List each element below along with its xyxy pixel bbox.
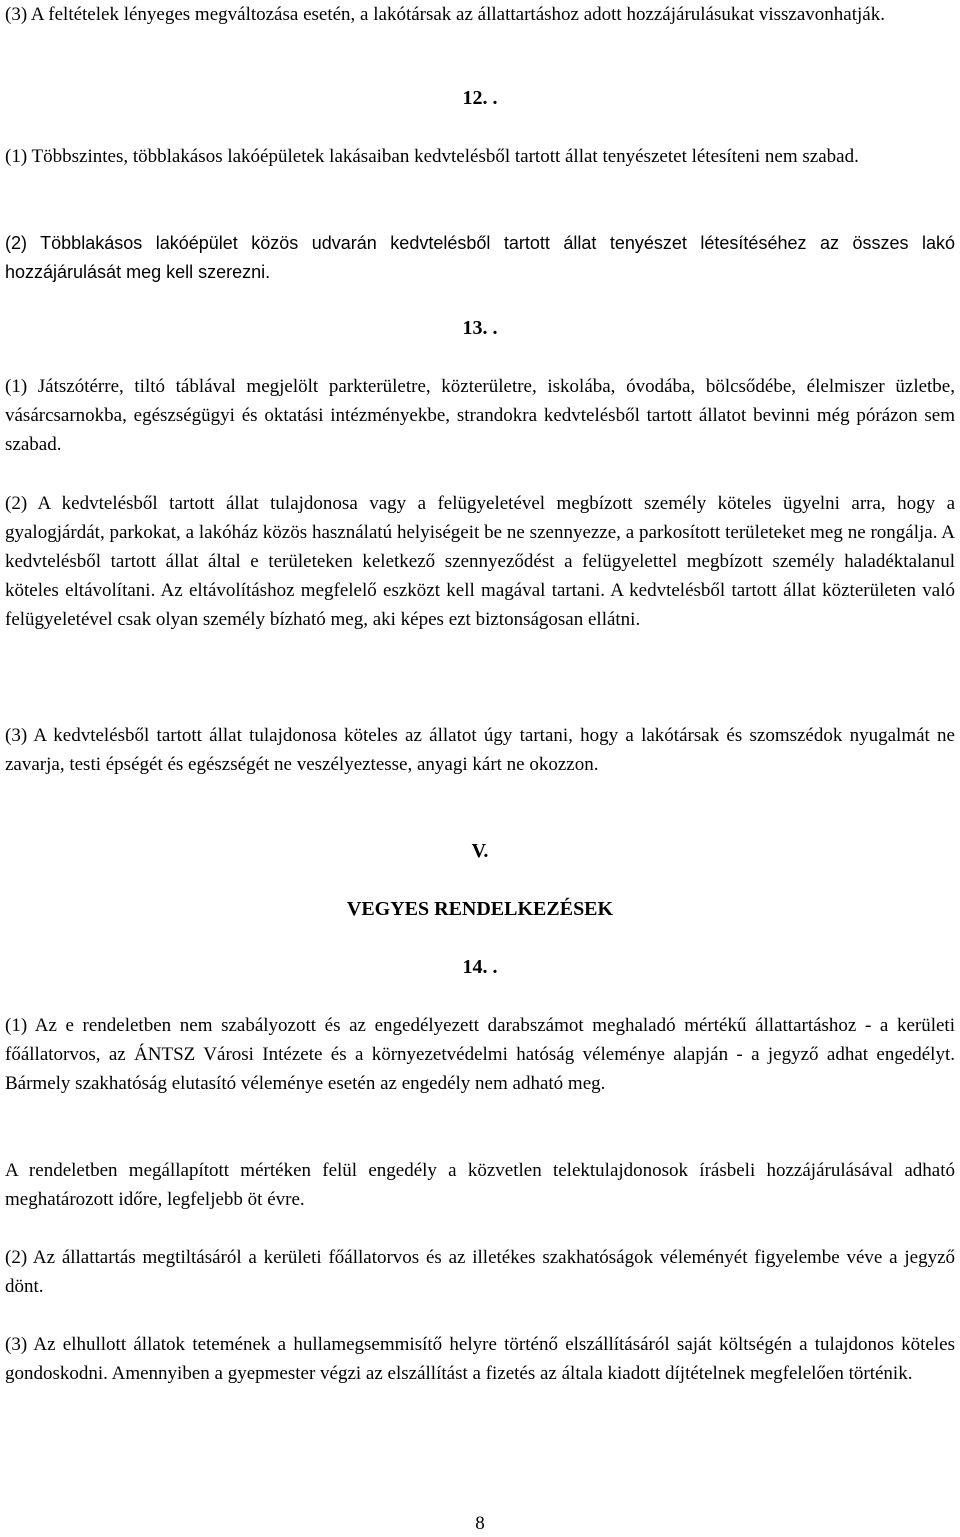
section-14-heading: 14. .	[462, 956, 498, 978]
page-number: 8	[475, 1513, 485, 1534]
section-14-paragraph-3: (3) Az elhullott állatok tetemének a hullamegsemmisítő helyre történő elszállításáról saját költségén a tulajdonos köteles gondoskodni. Amennyiben a gyepmester végzi az elszállítást a fizetés az általa kiadott díjtételnek megfelelően történik.	[5, 1334, 955, 1384]
paragraph-3-top: (3) A feltételek lényeges megváltozása esetén, a lakótársak az állattartáshoz adott hozzájárulásukat visszavonhatják.	[5, 4, 885, 25]
section-12-paragraph-2: (2) Többlakásos lakóépület közös udvarán kedvtelésből tartott állat tenyészet létesítéséhez az összes lakó hozzájárulását meg kell szerezni.	[5, 233, 955, 282]
chapter-title: VEGYES RENDELKEZÉSEK	[346, 898, 614, 920]
section-13-heading: 13. .	[462, 317, 498, 339]
section-13-paragraph-2: (2) A kedvtelésből tartott állat tulajdonosa vagy a felügyeletével megbízott személy köteles ügyelni arra, hogy a gyalogjárdát, parkokat, a lakóház közös használatú helyiségeit be ne szennyezze, a parkosított területeket meg ne rongálja. A kedvtelésből tartott állat által e területeken keletkező szennyeződést a felügyelettel megbízott személy haladéktalanul köteles eltávolítani. Az eltávolításhoz megfelelő eszközt kell magával tartani. A kedvtelésből tartott állat közterületen való felügyeletével csak olyan személy bízható meg, aki képes ezt biztonságosan ellátni.	[5, 493, 955, 630]
section-14-paragraph-1b: A rendeletben megállapított mértéken felül engedély a közvetlen telektulajdonosok írásbeli hozzájárulásával adható meghatározott időre, legfeljebb öt évre.	[5, 1160, 955, 1210]
section-14-paragraph-1: (1) Az e rendeletben nem szabályozott és az engedélyezett darabszámot meghaladó mértékű állattartáshoz - a kerületi főállatorvos, az ÁNTSZ Városi Intézete és a környezetvédelmi hatóság véleménye alapján - a jegyző adhat engedélyt. Bármely szakhatóság elutasító véleménye esetén az engedély nem adható meg.	[5, 1015, 955, 1094]
section-13-paragraph-1: (1) Játszótérre, tiltó táblával megjelölt parkterületre, közterületre, iskolába, óvodába, bölcsődébe, élelmiszer üzletbe, vásárcsarnokba, egészségügyi és oktatási intézményekbe, strandokra kedvtelésből tartott állatot bevinni még pórázon sem szabad.	[5, 376, 955, 455]
section-12-paragraph-1: (1) Többszintes, többlakásos lakóépületek lakásaiban kedvtelésből tartott állat tenyészetet létesíteni nem szabad.	[5, 146, 859, 167]
chapter-number: V.	[471, 840, 489, 862]
section-13-paragraph-3: (3) A kedvtelésből tartott állat tulajdonosa köteles az állatot úgy tartani, hogy a lakótársak és szomszédok nyugalmát ne zavarja, testi épségét és egészségét ne veszélyeztesse, anyagi kárt ne okozzon.	[5, 725, 955, 775]
section-12-heading: 12. .	[462, 87, 498, 109]
section-14-paragraph-2: (2) Az állattartás megtiltásáról a kerületi főállatorvos és az illetékes szakhatóságok véleményét figyelembe véve a jegyző dönt.	[5, 1247, 955, 1297]
